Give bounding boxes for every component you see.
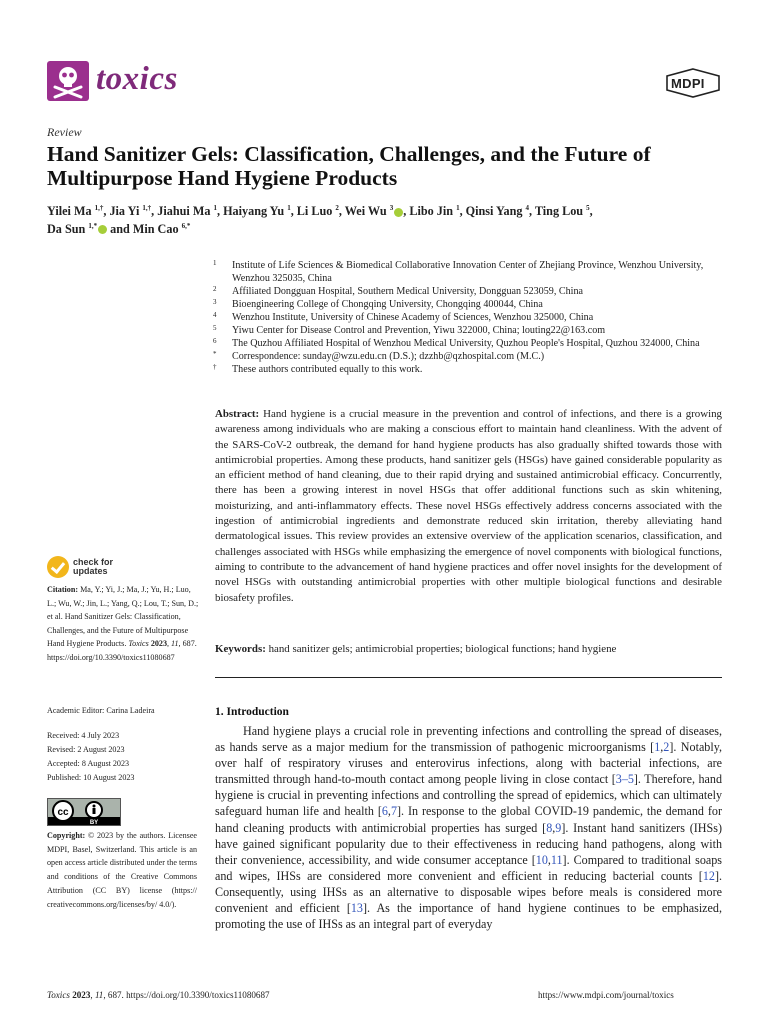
author-separator: , [529,204,535,218]
intro-text-segment: ]. Notably, over half of respiratory viruses and enterovirus infections, along with bacterial infections, are transmitted through hand-to-mouth contact among people living in close contact [ [215,740,722,787]
citation-authors: Ma, Y.; Yi, J.; Ma, J.; Yu, H.; Luo, L.; Wu, W.; Jin, L.; Yang, Q.; Lou, T.; Sun, D.; et al. Hand Sanitizer Gels: Classification, Challenges, and the Future of Multipurpose Hand Hygiene Products. [47,585,199,649]
intro-text-segment: , [547,852,551,867]
introduction-text [215,723,722,932]
copyright-notice [47,829,197,911]
keywords-label: Keywords: [215,643,266,655]
author-name[interactable]: Li Luo [296,204,333,218]
author-separator: , [459,204,466,218]
author-list [47,203,727,238]
citation-journal: Toxics [128,639,149,649]
footer-volume: 11 [94,990,104,1000]
affiliation-number: † [213,363,217,371]
affiliation-text: Yiwu Center for Disease Control and Prevention, Yiwu 322000, China; louting22@163.com [232,325,606,336]
author-separator: , [151,204,158,218]
author-affiliation-mark: 2 [335,203,339,212]
citation-doi[interactable]: , 687. https://doi.org/10.3390/toxics11080687 [47,639,197,662]
intro-text-segment: , [387,804,391,819]
affiliation-text: Correspondence: sunday@wzu.edu.cn (D.S.); dzzhb@qzhospital.com (M.C.) [232,351,545,362]
affiliation-number: 3 [213,298,217,306]
author-name[interactable]: Ting Lou [534,204,584,218]
author-affiliation-mark: 1,† [142,203,152,212]
affiliation-text: These authors contributed equally to this work. [232,364,423,375]
divider [215,677,722,678]
keywords [215,643,722,655]
date-revised: Revised: 2 August 2023 [47,745,125,754]
affiliation-text: Affiliated Dongguan Hospital, Southern Medical University, Dongguan 523059, China [232,286,583,297]
author-name[interactable]: Yilei Ma [47,204,92,218]
mdpi-logo[interactable] [664,68,722,103]
author-affiliation-mark: 6,* [181,221,191,230]
orcid-icon[interactable] [98,225,107,234]
citation-block: Citation: Ma, Y.; Yi, J.; Ma, J.; Yu, H.; Luo, L.; Wu, W.; Jin, L.; Yang, Q.; Lou, T.; Sun, D.; et al. Hand Sanitizer Gels: Classification, Challenges, and the Future of Multipurpose Hand Hygiene Products. Toxics 2023, 11, 687. https://doi.org/10.3390/toxics11080687 [47,585,199,662]
citation-volume: 11 [171,639,179,649]
check-icon [47,556,69,578]
affiliation-number: 6 [213,337,217,345]
section-heading-introduction: 1. Introduction [215,706,289,718]
author-separator: and [107,221,133,236]
date-received: Received: 4 July 2023 [47,731,120,740]
author-name[interactable]: Libo Jin [409,204,454,218]
intro-text-segment: , [660,740,664,755]
author-separator: , [290,204,297,218]
footer-journal: Toxics [47,990,70,1000]
date-published: Published: 10 August 2023 [47,773,135,782]
reference-link[interactable]: 9 [555,820,562,835]
abstract-text: Hand hygiene is a crucial measure in the prevention and control of infections, and there is a growing awareness among individuals who are making a conscious effort to maintain hand cleanliness. With the advent of the SARS-CoV-2 outbreak, the demand for hand hygiene products has also gradually shifted towards those with antimicrobial properties. Among these products, hand sanitizer gels (HSGs) have gained considerable popularity as an efficient method of hand cleaning, due to their rapid drying and sustained antimicrobial efficacy. Concurrently, there has been a growing interest in novel HSGs that offer additional functions such as skin whitening, moisturizing, and anti-inflammatory effects. These novel HSGs effectively address concerns associated with the ingestion of antimicrobial ingredients and demonstrate reduced skin irritation, thereby alleviating hand dermatological issues. This review provides an extensive overview of the application scenarios, classification, and challenges associated with HSGs while emphasizing the emergence of novel components with biological functions, aiming to contribute to the advancement of hand hygiene practices and offer novel insights for the development of novel HSGs with outstanding antimicrobial properties with other multiple biological functions and desirable biosafety profiles. [215,408,722,604]
reference-link[interactable]: 11 [550,852,563,867]
affiliation-number: * [213,350,217,358]
reference-link[interactable]: 1 [654,740,661,755]
journal-logo-icon [47,61,89,101]
affiliation-item [213,311,725,324]
author-affiliation-mark: 1 [213,203,217,212]
affiliation-item [213,259,725,285]
author-affiliation-mark: 1,* [88,221,98,230]
copyright-label: Copyright: [47,831,86,840]
author-affiliation-mark: 1 [287,203,291,212]
abstract [215,407,722,606]
intro-text-segment: ]. Therefore, hand hygiene is crucial in preventing infections and controlling the spread of epidemics, which can ultimately safeguard human life and health [ [215,772,723,819]
affiliation-number: 5 [213,324,217,332]
affiliation-number: 1 [213,259,217,267]
affiliations [213,259,725,376]
journal-name[interactable]: toxics [96,61,178,97]
intro-text-segment: , [552,820,556,835]
affiliation-number: 2 [213,285,217,293]
orcid-icon[interactable] [394,208,403,217]
author-affiliation-mark: 1,† [94,203,104,212]
author-affiliation-mark: 5 [586,203,590,212]
check-updates-line2: updates [73,566,108,576]
affiliation-item [213,337,725,350]
author-name[interactable]: Haiyang Yu [223,204,285,218]
paper-title: Hand Sanitizer Gels: Classification, Challenges, and the Future of Multipurpose Hand Hygiene Products [47,142,651,190]
reference-link[interactable]: 6 [381,804,388,819]
author-name[interactable]: Qinsi Yang [465,204,523,218]
svg-text:cc: cc [57,807,69,818]
affiliation-number: 4 [213,311,217,319]
publication-dates [47,729,134,785]
intro-text-segment: ]. As the importance of hand hygiene continues to be emphasized, promoting the use of IHSs as an integral part of everyday [215,901,722,932]
reference-link[interactable]: 12 [702,868,715,883]
check-updates-line1: check for [73,557,114,567]
author-name[interactable]: Da Sun [47,221,86,236]
author-name[interactable]: Min Cao [132,221,179,236]
citation-label: Citation: [47,585,79,594]
reference-link[interactable]: 8 [546,820,553,835]
author-separator: , [338,204,345,218]
author-separator: , [216,204,224,218]
academic-editor: Academic Editor: Carina Ladeira [47,706,155,715]
author-separator: , [403,204,410,218]
author-affiliation-mark: 3 [389,203,394,212]
affiliation-item [213,324,725,337]
citation-year: 2023 [150,639,167,649]
affiliation-item [213,350,725,363]
intro-text-segment: ]. Compared to traditional soaps and wipes, IHSs are considered more convenient and efficient in reducing bacterial counts [ [215,852,723,883]
keywords-text: hand sanitizer gels; antimicrobial properties; biological functions; hand hygiene [268,643,617,655]
svg-text:BY: BY [89,820,99,825]
reference-link[interactable]: 2 [663,740,670,755]
publisher-name: MDPI [671,76,705,91]
date-accepted: Accepted: 8 August 2023 [47,759,130,768]
affiliation-text: Wenzhou Institute, University of Chinese Academy of Sciences, Wenzhou 325000, China [232,312,594,323]
check-for-updates-button[interactable] [47,556,113,578]
cc-by-license-icon[interactable] [47,798,121,826]
reference-link[interactable]: 13 [350,901,363,916]
intro-text-segment: Hand hygiene plays a crucial role in preventing infections and controlling the spread of diseases, as hands serve as a major medium for the transmission of pathogenic microorganisms [ [215,724,722,755]
author-separator: , [103,204,110,218]
affiliation-item [213,285,725,298]
reference-link[interactable]: 10 [535,852,548,867]
footer-doi[interactable]: , 687. https://doi.org/10.3390/toxics11080687 [103,990,270,1000]
affiliation-item [213,298,725,311]
intro-text-segment: ]. Consequently, using IHSs as an alternative to disposable wipes before meals is considered more convenient and efficient [ [215,868,722,916]
intro-text-segment: ]. Instant hand sanitizers (IHSs) have gained significant popularity due to their effectiveness in reducing hand pathogens, along with their convenience, accessibility, and wide consumer acceptance [ [215,820,722,867]
affiliation-text: Institute of Life Sciences & Biomedical Collaborative Innovation Center of Zhejiang Province, Wenzhou University, Wenzhou 325035, China [232,260,704,284]
affiliation-text: The Quzhou Affiliated Hospital of Wenzhou Medical University, Quzhou People's Hospital, Quzhou 324000, China [232,338,700,349]
author-name[interactable]: Jiahui Ma [157,204,211,218]
affiliation-item [213,363,725,376]
author-separator: , [589,204,593,218]
author-affiliation-mark: 1 [456,203,460,212]
reference-link[interactable]: 3–5 [615,772,634,787]
footer-year: 2023 [72,990,91,1000]
reference-link[interactable]: 7 [390,804,397,819]
affiliation-text: Bioengineering College of Chongqing University, Chongqing 400044, China [232,299,543,310]
footer-citation: Toxics 2023, 11, 687. https://doi.org/10.3390/toxics11080687 [47,990,270,1000]
intro-text-segment: ]. In response to the global COVID-19 pandemic, the demand for hand cleaning products with antimicrobial properties has surged [ [215,804,722,835]
author-name[interactable]: Wei Wu [344,204,387,218]
author-affiliation-mark: 4 [525,203,529,212]
article-type: Review [47,125,82,139]
footer-journal-url[interactable]: https://www.mdpi.com/journal/toxics [538,990,674,1000]
copyright-text: © 2023 by the authors. Licensee MDPI, Basel, Switzerland. This article is an open access article distributed under the terms and conditions of the Creative Commons Attribution (CC BY) license (https:// creativecommons.org/licenses/by/ 4.0/). [47,831,197,909]
abstract-label: Abstract: [215,408,260,420]
author-name[interactable]: Jia Yi [109,204,140,218]
